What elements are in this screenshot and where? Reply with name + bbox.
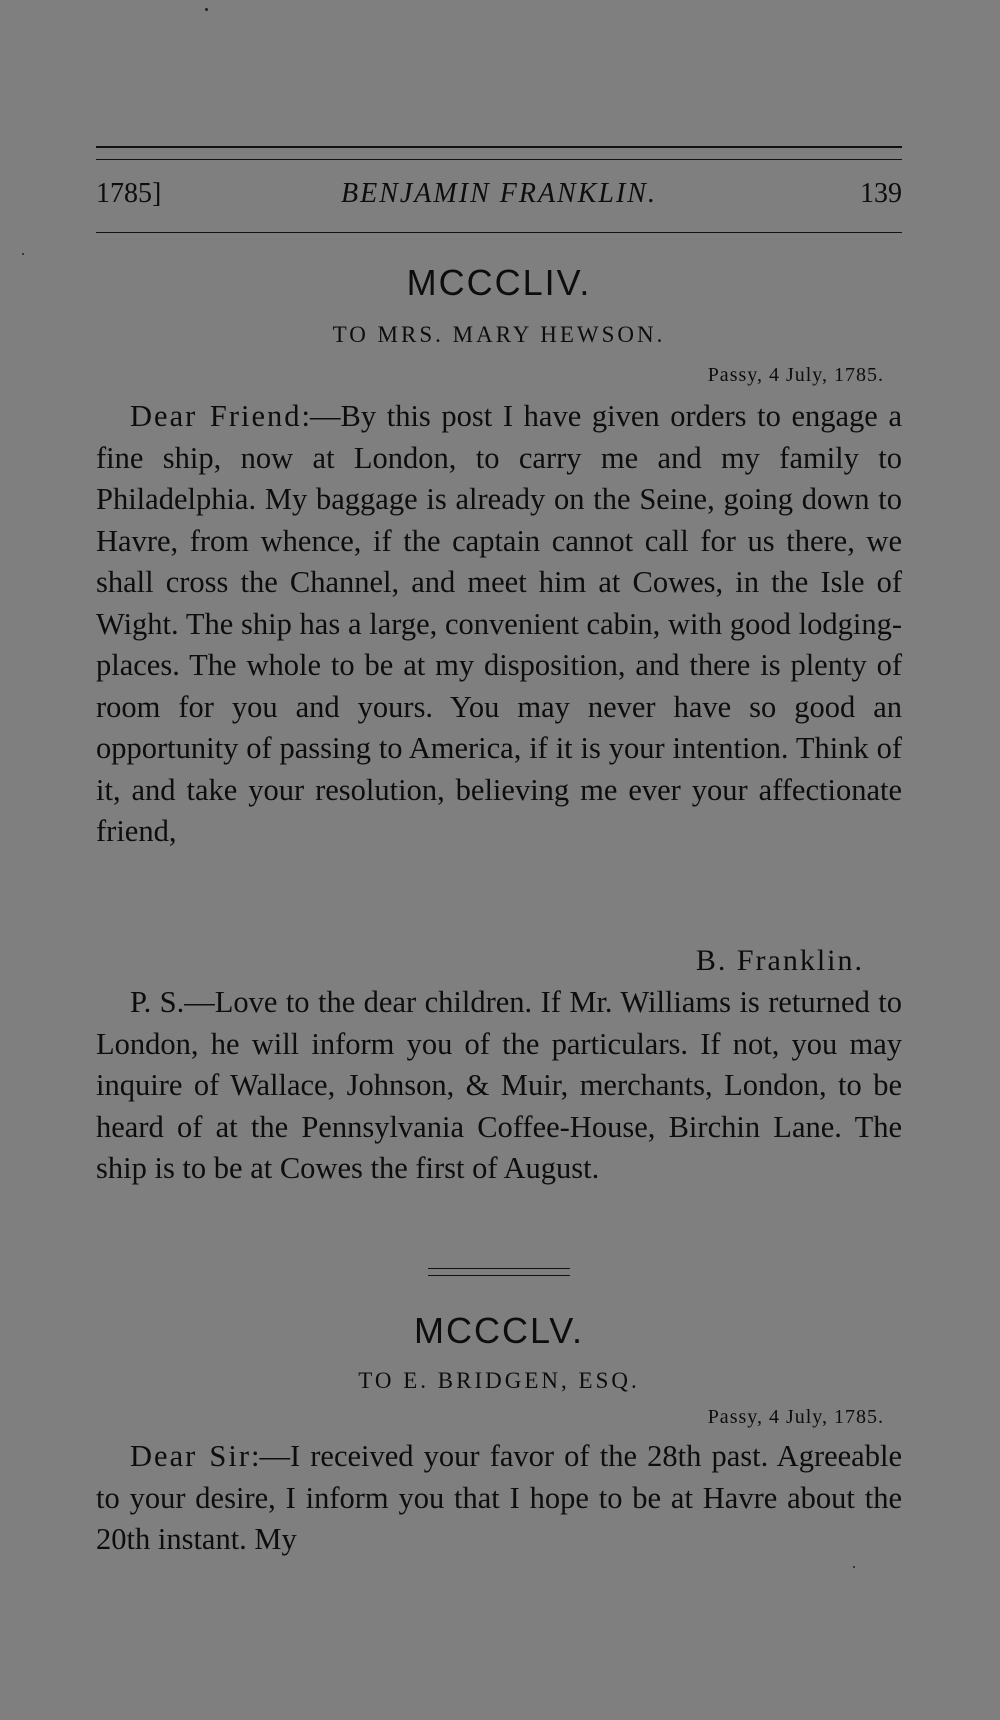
- letter-text: :—I received your favor of the 28th past. Agreeable to your desire, I inform you that I hope to be at Havre about the 20th instant. My: [96, 1439, 902, 1556]
- running-head-year: 1785]: [96, 178, 162, 209]
- letter-numeral: MCCCLV.: [413, 1310, 585, 1351]
- salutation: Dear Sir: [130, 1439, 251, 1473]
- header-double-rule: [96, 146, 902, 160]
- letter-body: [96, 1436, 902, 1561]
- signature: B. Franklin.: [695, 944, 864, 977]
- scan-speck: [853, 1566, 855, 1568]
- scan-speck: [22, 253, 24, 255]
- postscript: [96, 982, 902, 1190]
- letter-addressee: TO MRS. MARY HEWSON.: [332, 322, 666, 347]
- letter-text: :—By this post I have given orders to engage a fine ship, now at London, to carry me and my family to Philadelphia. My baggage is already on the Seine, going down to Havre, from whence, if the captain cannot call for us there, we shall cross the Channel, and meet him at Cowes, in the Isle of Wight. The ship has a large, convenient cabin, with good lodging-places. The whole to be at my disposition, and there is plenty of room for you and yours. You may never have so good an opportunity of passing to America, if it is your intention. Think of it, and take your resolution, believing me ever your affectionate friend,: [96, 399, 902, 848]
- letter-dateline: Passy, 4 July, 1785.: [707, 364, 884, 386]
- letter-addressee: TO E. BRIDGEN, ESQ.: [358, 1368, 640, 1393]
- running-head: [96, 178, 902, 218]
- section-separator: [428, 1268, 570, 1276]
- page-number: 139: [860, 178, 902, 209]
- scan-speck: [205, 8, 208, 11]
- letter-dateline: Passy, 4 July, 1785.: [707, 1406, 884, 1428]
- running-head-title: BENJAMIN FRANKLIN.: [341, 178, 657, 209]
- salutation: Dear Friend: [130, 399, 302, 433]
- postscript-text: P. S.—Love to the dear children. If Mr. Williams is returned to London, he will inform you of the particulars. If not, you may inquire of Wallace, Johnson, & Muir, merchants, London, to be heard of at the Pennsylvania Coffee-House, Birchin Lane. The ship is to be at Cowes the first of August.: [96, 985, 902, 1185]
- header-rule: [96, 232, 902, 233]
- letter-body: [96, 396, 902, 853]
- letter-numeral: MCCCLIV.: [406, 262, 592, 303]
